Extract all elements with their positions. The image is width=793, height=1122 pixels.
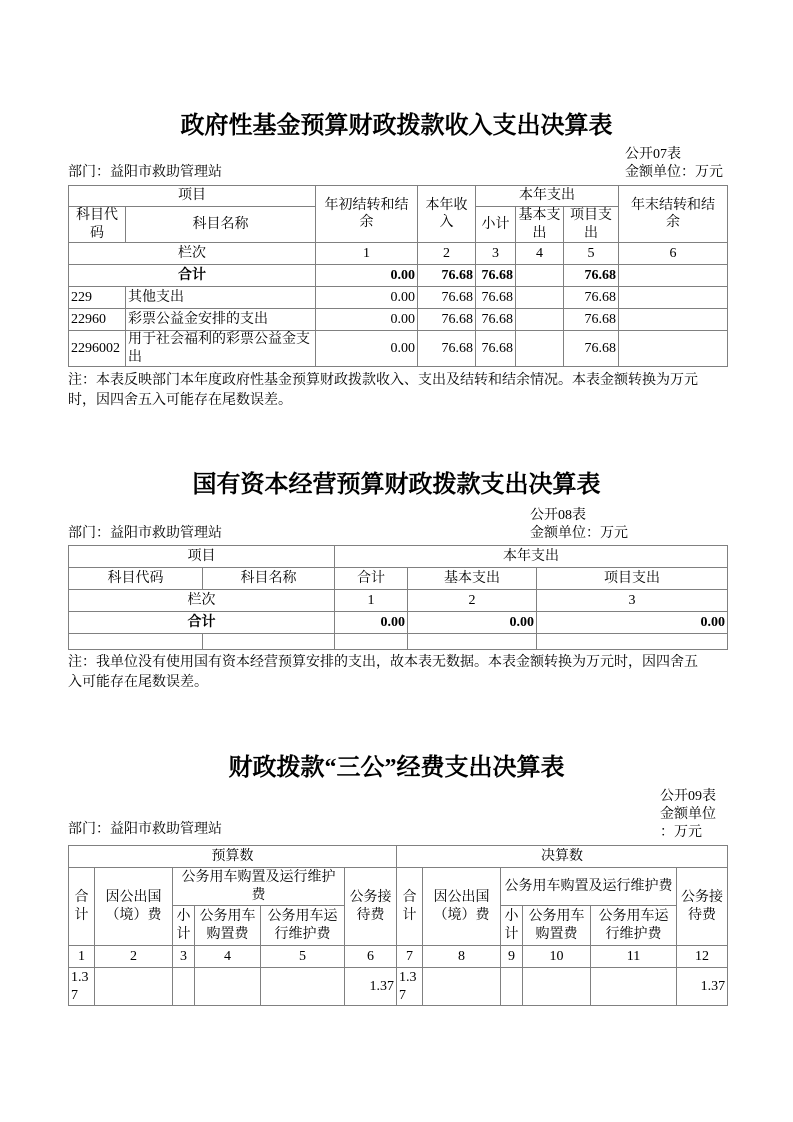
t1-row-value: 76.68 — [418, 331, 476, 367]
t3-header-budget-reception-fee: 公务接待费 — [345, 868, 397, 946]
table-row — [69, 868, 728, 906]
t3-header-final-subtotal: 小计 — [501, 906, 523, 946]
section1-table — [68, 185, 728, 367]
section3-title: 财政拨款“三公”经费支出决算表 — [228, 755, 565, 781]
t1-row-value: 0.00 — [316, 287, 418, 309]
t3-column-index: 5 — [261, 946, 345, 968]
t1-row-value: 76.68 — [476, 331, 516, 367]
table-row — [69, 590, 728, 612]
t1-row-value: 76.68 — [564, 309, 619, 331]
t1-row-value — [619, 309, 728, 331]
t1-column-index-label: 栏次 — [69, 243, 316, 265]
t3-value — [261, 968, 345, 1006]
t3-header-budget-vehicle-group: 公务用车购置及运行维护费 — [173, 868, 345, 906]
section3-table — [68, 845, 728, 1006]
t1-column-index: 6 — [619, 243, 728, 265]
t3-column-index: 4 — [195, 946, 261, 968]
t1-header-begin-balance: 年初结转和结余 — [316, 186, 418, 243]
table-row-empty — [69, 634, 728, 650]
table-row — [69, 243, 728, 265]
t1-total-value: 76.68 — [476, 265, 516, 287]
t1-row-name: 彩票公益金安排的支出 — [126, 309, 316, 331]
t2-column-index: 3 — [537, 590, 728, 612]
t3-column-index: 7 — [397, 946, 423, 968]
t1-total-value — [516, 265, 564, 287]
t3-column-index: 9 — [501, 946, 523, 968]
t1-column-index: 5 — [564, 243, 619, 265]
table-row — [69, 946, 728, 968]
t3-value: 1.37 — [677, 968, 728, 1006]
section2-department: 部门：益阳市救助管理站 — [68, 526, 222, 541]
table-row — [69, 186, 728, 207]
t1-column-index: 1 — [316, 243, 418, 265]
t1-total-value: 76.68 — [418, 265, 476, 287]
t1-row-code: 229 — [69, 287, 126, 309]
t3-value — [591, 968, 677, 1006]
t1-column-index: 2 — [418, 243, 476, 265]
t1-row-value — [516, 309, 564, 331]
t3-header-final-reception-fee: 公务接待费 — [677, 868, 728, 946]
t1-row-code: 2296002 — [69, 331, 126, 367]
t1-total-value: 76.68 — [564, 265, 619, 287]
section1-table-code: 公开07表 — [625, 147, 681, 162]
section3-unit-label-line2: ：万元 — [660, 825, 702, 840]
t3-value: 1.37 — [397, 968, 423, 1006]
t2-empty-cell — [203, 634, 335, 650]
t3-header-final-vehicle-operation: 公务用车运行维护费 — [591, 906, 677, 946]
t3-value — [173, 968, 195, 1006]
t3-value — [195, 968, 261, 1006]
t1-header-basic-expense: 基本支出 — [516, 207, 564, 243]
section3-unit-label-line1: 金额单位 — [660, 807, 716, 822]
section2-table — [68, 545, 728, 650]
t3-column-index: 1 — [69, 946, 95, 968]
t3-header-final-total: 合计 — [397, 868, 423, 946]
t3-header-final-vehicle-purchase: 公务用车购置费 — [523, 906, 591, 946]
t1-row-value — [516, 287, 564, 309]
t1-header-subject-code: 科目代码 — [69, 207, 126, 243]
t1-header-subtotal: 小计 — [476, 207, 516, 243]
t3-column-index: 10 — [523, 946, 591, 968]
t1-row-code: 22960 — [69, 309, 126, 331]
t1-row-name: 其他支出 — [126, 287, 316, 309]
t1-header-current-expense: 本年支出 — [476, 186, 619, 207]
section2-unit-label: 金额单位：万元 — [530, 526, 628, 541]
t3-header-budget-vehicle-purchase: 公务用车购置费 — [195, 906, 261, 946]
t3-column-index: 6 — [345, 946, 397, 968]
t1-total-label: 合计 — [69, 265, 316, 287]
table-row — [69, 287, 728, 309]
t1-header-item: 项目 — [69, 186, 316, 207]
t1-row-value: 76.68 — [476, 287, 516, 309]
t1-total-value: 0.00 — [316, 265, 418, 287]
section3-department: 部门：益阳市救助管理站 — [68, 822, 222, 837]
t2-header-project-expense: 项目支出 — [537, 568, 728, 590]
table-row-total — [69, 612, 728, 634]
t2-column-index: 1 — [335, 590, 408, 612]
t3-value — [423, 968, 501, 1006]
table-row — [69, 546, 728, 568]
t2-total-value: 0.00 — [408, 612, 537, 634]
t3-value — [523, 968, 591, 1006]
t1-column-index: 3 — [476, 243, 516, 265]
t3-value — [95, 968, 173, 1006]
t3-header-budget-total: 合计 — [69, 868, 95, 946]
t3-header-final-abroad-fee: 因公出国（境）费 — [423, 868, 501, 946]
t1-row-value: 76.68 — [476, 309, 516, 331]
t1-row-value: 76.68 — [418, 287, 476, 309]
section3-table-code: 公开09表 — [660, 789, 716, 804]
t3-column-index: 8 — [423, 946, 501, 968]
t3-header-budget-vehicle-operation: 公务用车运行维护费 — [261, 906, 345, 946]
section1-department: 部门：益阳市救助管理站 — [68, 165, 222, 180]
table-row — [69, 568, 728, 590]
t2-empty-cell — [335, 634, 408, 650]
t3-header-budget-abroad-fee: 因公出国（境）费 — [95, 868, 173, 946]
t3-value: 1.37 — [69, 968, 95, 1006]
t2-total-value: 0.00 — [335, 612, 408, 634]
t3-column-index: 11 — [591, 946, 677, 968]
t3-value: 1.37 — [345, 968, 397, 1006]
table-row — [69, 846, 728, 868]
t1-row-value: 0.00 — [316, 309, 418, 331]
t1-header-project-expense: 项目支出 — [564, 207, 619, 243]
t3-column-index: 2 — [95, 946, 173, 968]
t2-header-total: 合计 — [335, 568, 408, 590]
t3-header-final: 决算数 — [397, 846, 728, 868]
t2-empty-cell — [537, 634, 728, 650]
t1-header-end-balance: 年末结转和结余 — [619, 186, 728, 243]
t3-value — [501, 968, 523, 1006]
section1-title: 政府性基金预算财政拨款收入支出决算表 — [180, 113, 613, 139]
section2-note: 注：我单位没有使用国有资本经营预算安排的支出，故本表无数据。本表金额转换为万元时，因四舍五入可能存在尾数误差。 — [68, 655, 698, 690]
table-row-total — [69, 265, 728, 287]
t2-column-index: 2 — [408, 590, 537, 612]
t1-row-value: 76.68 — [564, 331, 619, 367]
t2-column-index-label: 栏次 — [69, 590, 335, 612]
section2-title: 国有资本经营预算财政拨款支出决算表 — [192, 472, 601, 498]
t2-empty-cell — [69, 634, 203, 650]
t1-row-value — [516, 331, 564, 367]
t1-row-value: 76.68 — [564, 287, 619, 309]
t2-total-value: 0.00 — [537, 612, 728, 634]
t1-header-subject-name: 科目名称 — [126, 207, 316, 243]
t1-row-name: 用于社会福利的彩票公益金支出 — [126, 331, 316, 367]
t3-header-budget: 预算数 — [69, 846, 397, 868]
table-row — [69, 968, 728, 1006]
t2-empty-cell — [408, 634, 537, 650]
t2-header-current-expense: 本年支出 — [335, 546, 728, 568]
t2-header-subject-code: 科目代码 — [69, 568, 203, 590]
t1-row-value: 76.68 — [418, 309, 476, 331]
t1-row-value — [619, 287, 728, 309]
section2-table-code: 公开08表 — [530, 508, 586, 523]
t1-column-index: 4 — [516, 243, 564, 265]
t2-header-item: 项目 — [69, 546, 335, 568]
table-row — [69, 331, 728, 367]
t1-row-value: 0.00 — [316, 331, 418, 367]
t2-total-label: 合计 — [69, 612, 335, 634]
t1-total-value — [619, 265, 728, 287]
t3-header-budget-subtotal: 小计 — [173, 906, 195, 946]
section1-note: 注：本表反映部门本年度政府性基金预算财政拨款收入、支出及结转和结余情况。本表金额转换为万元时，因四舍五入可能存在尾数误差。 — [68, 373, 698, 408]
t3-column-index: 3 — [173, 946, 195, 968]
t1-header-current-income: 本年收入 — [418, 186, 476, 243]
section1-unit-label: 金额单位：万元 — [625, 165, 723, 180]
t1-row-value — [619, 331, 728, 367]
t2-header-basic-expense: 基本支出 — [408, 568, 537, 590]
t2-header-subject-name: 科目名称 — [203, 568, 335, 590]
t3-column-index: 12 — [677, 946, 728, 968]
table-row — [69, 309, 728, 331]
t3-header-final-vehicle-group: 公务用车购置及运行维护费 — [501, 868, 677, 906]
